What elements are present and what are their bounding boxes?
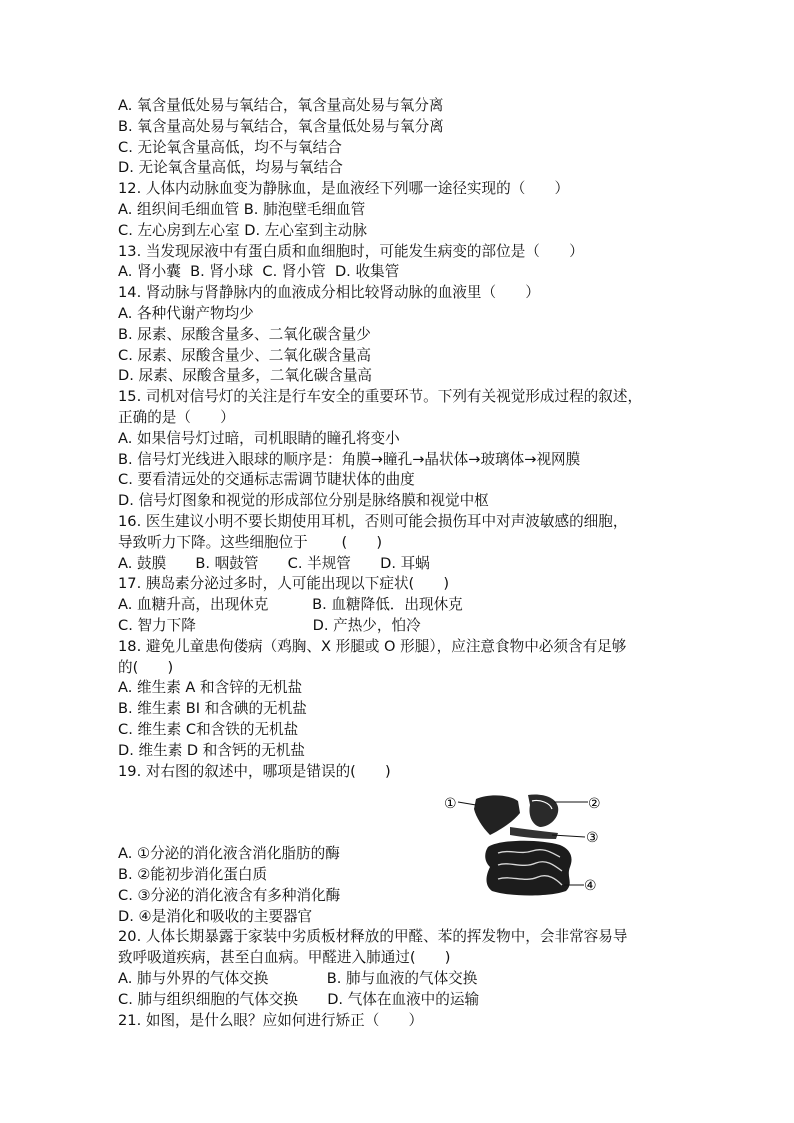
option-line: B. 氧含量高处易与氧结合，氧含量低处易与氧分离	[118, 117, 444, 135]
option-line: A. 如果信号灯过暗，司机眼睛的瞳孔将变小	[118, 429, 400, 447]
stomach-shape	[528, 795, 558, 828]
option-line: A. 组织间毛细血管 B. 肺泡壁毛细血管	[118, 200, 366, 218]
option-line: C. 维生素 C和含铁的无机盐	[118, 720, 299, 738]
option-line: C. 左心房到左心室 D. 左心室到主动脉	[118, 221, 367, 239]
question-17: 17. 胰岛素分泌过多时，人可能出现以下症状( )	[118, 575, 450, 593]
option-line: C. 要看清远处的交通标志需调节睫状体的曲度	[118, 471, 415, 489]
option-line: C. 尿素、尿酸含量少、二氧化碳含量高	[118, 346, 371, 364]
option-line: D. 信号灯图象和视觉的形成部位分别是脉络膜和视觉中枢	[118, 492, 489, 510]
question-18: 18. 避免儿童患佝偻病（鸡胸、X 形腿或 O 形腿），应注意食物中必须含有足够	[118, 637, 627, 655]
figure-label-1: ①	[444, 796, 457, 812]
question-14: 14. 肾动脉与肾静脉内的血液成分相比较肾动脉的血液里（ ）	[118, 284, 540, 302]
question-21: 21. 如图，是什么眼？应如何进行矫正（ ）	[118, 1011, 424, 1029]
option-line: B. 尿素、尿酸含量多、二氧化碳含量少	[118, 325, 371, 343]
question-20-cont: 致呼吸道疾病，甚至白血病。甲醛进入肺通过( )	[118, 949, 451, 967]
option-line: A. 维生素 A 和含锌的无机盐	[118, 679, 303, 697]
question-12: 12. 人体内动脉血变为静脉血，是血液经下列哪一途径实现的（ ）	[118, 180, 570, 198]
question-20: 20. 人体长期暴露于家装中劣质板材释放的甲醛、苯的挥发物中，会非常容易导	[118, 928, 628, 946]
option-line: D. 维生素 D 和含钙的无机盐	[118, 741, 305, 759]
option-line: C. ③分泌的消化液含有多种消化酶	[118, 886, 341, 904]
option-line: D. 尿素、尿酸含量多，二氧化碳含量高	[118, 367, 373, 385]
option-line: B. ②能初步消化蛋白质	[118, 866, 268, 884]
option-line: C. 无论氧含量高低，均不与氧结合	[118, 138, 342, 156]
option-line: D. ④是消化和吸收的主要器官	[118, 907, 313, 925]
digestive-system-figure	[440, 791, 606, 901]
question-18-cont: 的( )	[118, 658, 174, 676]
question-16-cont: 导致听力下降。这些细胞位于 ( )	[118, 533, 383, 551]
option-line: A. 肾小囊 B. 肾小球 C. 肾小管 D. 收集管	[118, 263, 400, 281]
option-line: A. ①分泌的消化液含消化脂肪的酶	[118, 845, 340, 863]
option-line: A. 氧含量低处易与氧结合，氧含量高处易与氧分离	[118, 97, 444, 114]
figure-label-2: ②	[588, 796, 601, 812]
question-16: 16. 医生建议小明不要长期使用耳机，否则可能会损伤耳中对声波敏感的细胞，	[118, 512, 628, 530]
option-line: D. 无论氧含量高低，均易与氧结合	[118, 159, 343, 177]
pancreas-shape	[510, 827, 558, 839]
option-line: A. 各种代谢产物均少	[118, 304, 254, 322]
question-19: 19. 对右图的叙述中，哪项是错误的( )	[118, 762, 391, 780]
option-line: C. 智力下降 D. 产热少，怕冷	[118, 616, 421, 634]
question-15: 15. 司机对信号灯的关注是行车安全的重要环节。下列有关视觉形成过程的叙述，	[118, 388, 643, 406]
option-line: B. 信号灯光线进入眼球的顺序是：角膜→瞳孔→晶状体→玻璃体→视网膜	[118, 450, 581, 468]
question-13: 13. 当发现尿液中有蛋白质和血细胞时，可能发生病变的部位是（ ）	[118, 242, 584, 260]
option-line: B. 维生素 BI 和含碘的无机盐	[118, 700, 307, 718]
option-line: C. 肺与组织细胞的气体交换 D. 气体在血液中的运输	[118, 990, 480, 1008]
figure-label-4: ④	[584, 878, 597, 894]
option-line: A. 鼓膜 B. 咽鼓管 C. 半规管 D. 耳蜗	[118, 554, 430, 572]
question-15-cont: 正确的是（ ）	[118, 408, 235, 426]
option-line: A. 肺与外界的气体交换 B. 肺与血液的气体交换	[118, 970, 478, 988]
option-line: A. 血糖升高，出现休克 B. 血糖降低．出现休克	[118, 596, 463, 614]
figure-label-3: ③	[586, 830, 599, 846]
